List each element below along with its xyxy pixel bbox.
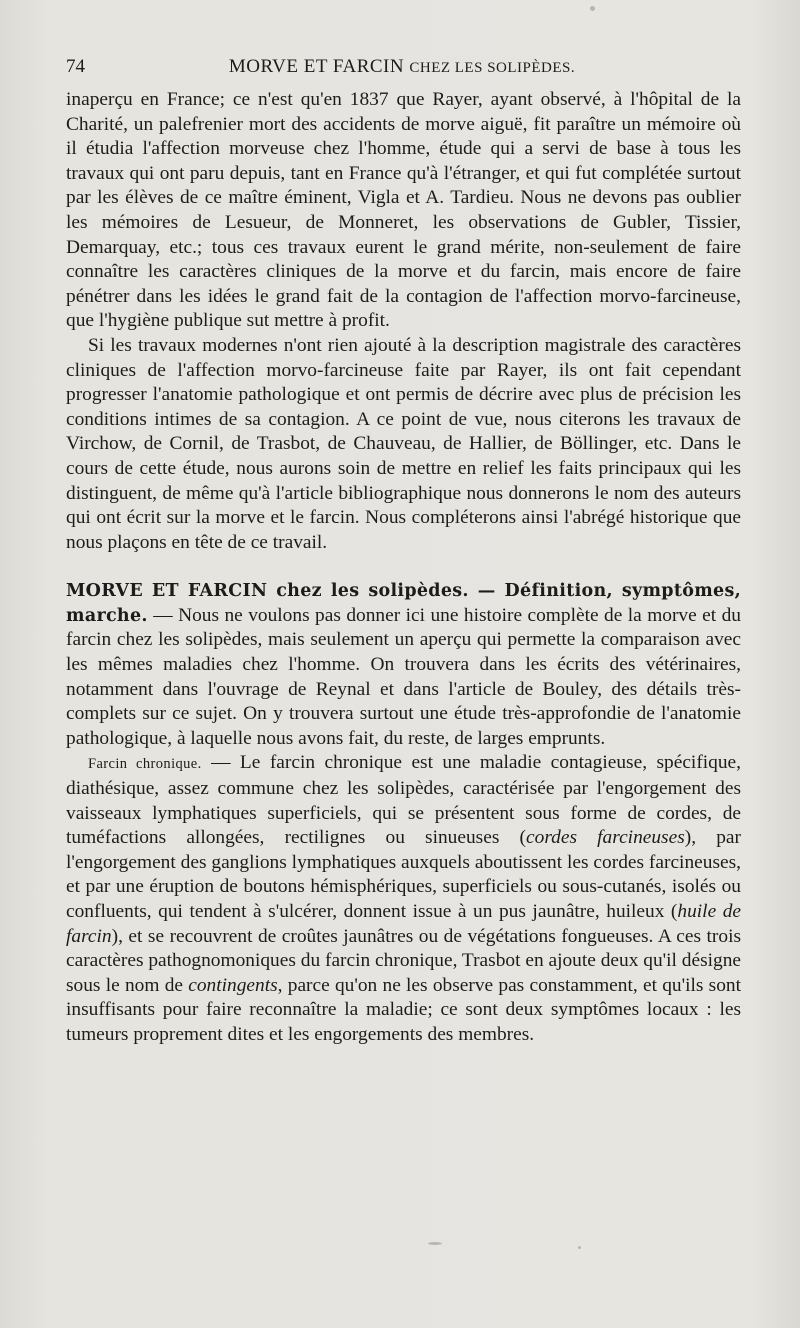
paragraph-farcin-chronique (66, 751, 741, 1047)
subsection-label: Farcin chronique. (88, 756, 202, 773)
paragraph-modern-works: Si les travaux modernes n'ont rien ajouté à la description magistrale des caractères cliniques de l'affection morvo-farcineuse faite par Rayer, ils ont fait cependant progresser l'anatomie pathologique et ont permis de décrire avec plus de précision les conditions intimes de sa contagion. A ce point de vue, nous citerons les travaux de Virchow, de Cornil, de Trasbot, de Chauveau, de Hallier, de Böllinger, etc. Dans le cours de cette étude, nous aurons soin de mettre en relief les faits principaux qui les distinguent, de même qu'à l'article bibliographique nous donnerons le nom des auteurs qui ont écrit sur la morve et le farcin. Nous compléterons ainsi l'abrégé historique que nous plaçons en tête de ce travail. (66, 334, 741, 553)
paper-speck (590, 6, 595, 11)
paragraph-history: inaperçu en France; ce n'est qu'en 1837 que Rayer, ayant observé, à l'hôpital de la Charité, un palefrenier mort des accidents de morve aiguë, fit paraître un mémoire où il étudia l'affection morveuse chez l'homme, étude qui a servi de base à tous les travaux qui ont paru depuis, tant en France qu'à l'étranger, et qui fut complétée surtout par les élèves de ce maître éminent, Vigla et A. Tardieu. Nous ne devons pas oublier les mémoires de Lesueur, de Monneret, les observations de Gubler, Tissier, Demarquay, etc.; tous ces travaux eurent le grand mérite, non-seulement de faire connaître les caractères cliniques de la morve et du farcin, mais encore de faire pénétrer dans les idées le grand fait de la contagion de l'affection morvo-farcineuse, que l'hygiène publique sut mettre à profit. (66, 89, 741, 332)
running-title-main: MORVE ET FARCIN (228, 56, 405, 77)
paragraph-section-intro (66, 579, 741, 751)
term-contingents: contingents (188, 974, 278, 996)
page-header (66, 56, 738, 84)
term-huile-de-farcin: huile de farcin (66, 901, 742, 947)
body-text (66, 88, 741, 1048)
paper-speck (578, 1246, 581, 1249)
farcin-text-b: ), par l'engorgement des ganglions lymphatiques auxquels aboutissent les cordes farcineuses, et par une éruption de boutons hémisphériques, superficiels ou sous-cutanés, isolés ou confluents, qui tendent à s'ulcérer, donnent issue à un pus jaunâtre, huileux ( (66, 827, 741, 922)
running-title (66, 56, 738, 78)
paper-speck (428, 1242, 442, 1245)
term-cordes-farcineuses: cordes farcineuses (526, 827, 685, 849)
running-title-small: CHEZ LES SOLIPÈDES. (409, 60, 576, 76)
farcin-text-d: , parce qu'on ne les observe pas constamment, et qu'ils sont insuffisants pour faire reconnaître la maladie; ce sont deux symptômes locaux : les tumeurs proprement dites et les engorgements des membres. (66, 974, 741, 1045)
section-intro-text: — Nous ne voulons pas donner ici une histoire complète de la morve et du farcin chez les solipèdes, mais seulement un aperçu qui permette la comparaison avec les mêmes maladies chez l'homme. On trouvera dans les écrits des vétérinaires, notamment dans l'ouvrage de Reynal et dans l'article de Bouley, des détails très-complets sur ce sujet. On y trouvera surtout une étude très-approfondie de l'anatomie pathologique, à laquelle nous avons fait, du reste, de larges emprunts. (66, 604, 741, 749)
farcin-text-c: ), et se recouvrent de croûtes jaunâtres ou de végétations fongueuses. A ces trois caractères pathognomoniques du farcin chronique, Trasbot en ajoute deux qu'il désigne sous le nom de (66, 925, 741, 996)
page-number: 74 (66, 56, 85, 77)
farcin-text-a: — Le farcin chronique est une maladie contagieuse, spécifique, diathésique, assez commune chez les solipèdes, caractérisée par l'engorgement des vaisseaux lymphatiques superficiels, qui se présentent sous forme de cordes, de tuméfactions allongées, rectilignes ou sinueuses ( (66, 752, 742, 849)
section-heading: MORVE ET FARCIN chez les solipèdes. — Définition, symptômes, marche. (66, 581, 741, 626)
